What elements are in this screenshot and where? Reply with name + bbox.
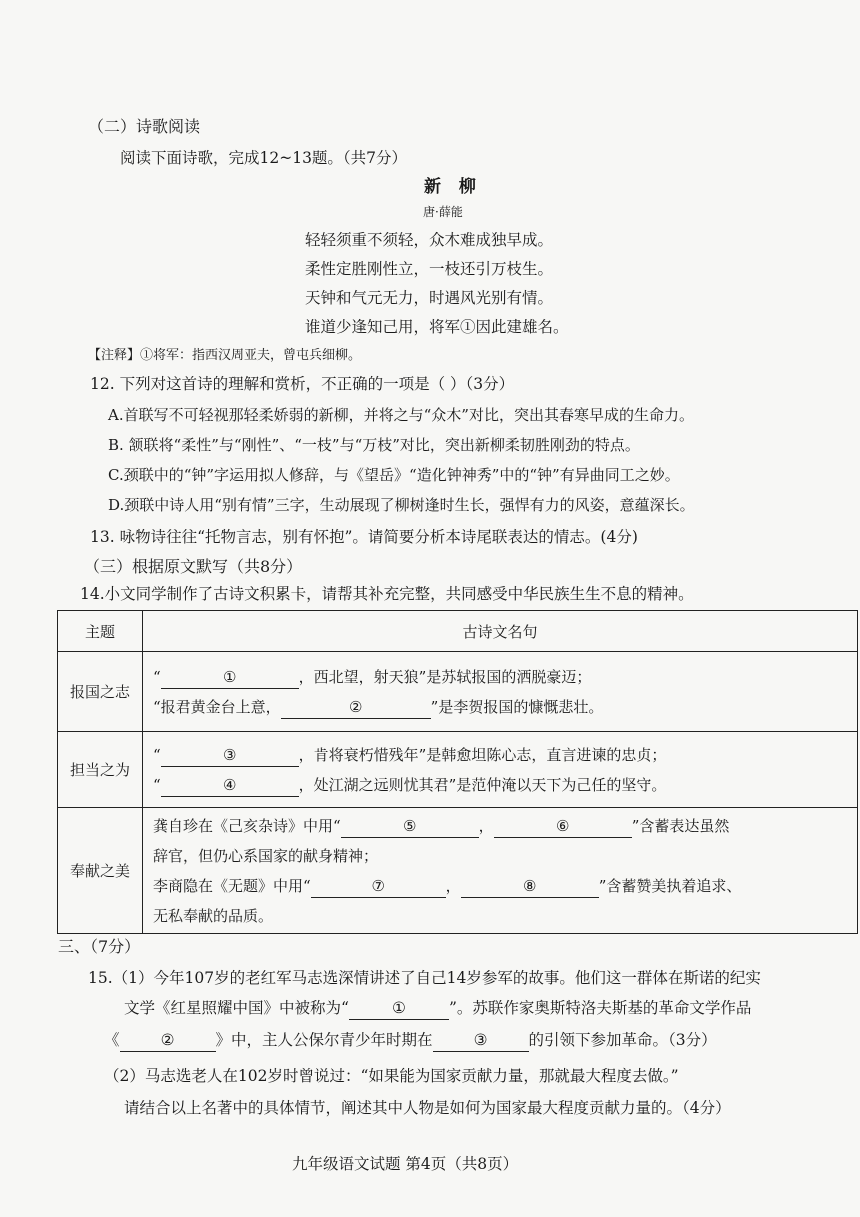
text: 的引领下参加革命。（3分） xyxy=(528,1031,717,1049)
poem-line: 天钟和气元无力，时遇风光别有情。 xyxy=(305,289,554,307)
fill-blank-6[interactable]: ⑥ xyxy=(494,815,632,838)
fill-blank-15-2[interactable]: ② xyxy=(120,1029,216,1052)
fill-blank-15-3[interactable]: ③ xyxy=(433,1029,529,1052)
verse-line xyxy=(153,740,847,770)
fill-blank-3[interactable]: ③ xyxy=(161,744,299,767)
text: 李商隐在《无题》中用“ xyxy=(153,876,311,895)
question-15-1-line xyxy=(124,996,751,1020)
fill-blank-8[interactable]: ⑧ xyxy=(461,875,599,898)
table-header-row xyxy=(58,611,858,652)
text: 龚自珍在《己亥杂诗》中用“ xyxy=(153,816,341,835)
verse-line xyxy=(153,662,847,692)
text: ”含蓄表达虽然 xyxy=(631,816,730,835)
poem-author: 唐·薛能 xyxy=(423,205,463,219)
table-row xyxy=(58,652,858,732)
poem-line: 轻轻须重不须轻，众木难成独早成。 xyxy=(305,231,554,249)
text: ”含蓄赞美执着追求、 xyxy=(598,876,742,895)
poem-line: 谁道少逢知己用，将军①因此建雄名。 xyxy=(305,318,569,336)
question-12-option-b: B. 颔联将“柔性”与“刚性”、“一枝”与“万枝”对比，突出新柳柔韧胜刚劲的特点。 xyxy=(108,436,640,454)
table-row xyxy=(58,808,858,934)
part-3-heading: 三、（7分） xyxy=(58,937,141,956)
text: 文学《红星照耀中国》中被称为“ xyxy=(124,999,349,1017)
verse-line xyxy=(153,811,847,841)
question-15-2-line: （2）马志选老人在102岁时曾说过：“如果能为国家贡献力量，那就最大程度去做。” xyxy=(104,1067,679,1085)
text: “ xyxy=(153,667,161,686)
text: ”是李贺报国的慷慨悲壮。 xyxy=(430,697,604,716)
question-15-2-line: 请结合以上名著中的具体情节，阐述其中人物是如何为国家最大程度贡献力量的。（4分） xyxy=(124,1099,731,1117)
fill-blank-2[interactable]: ② xyxy=(281,696,431,719)
verse-line xyxy=(153,770,847,800)
text: ”。苏联作家奥斯特洛夫斯基的革命文学作品 xyxy=(448,999,752,1017)
text: 《 xyxy=(104,1031,120,1049)
text: ， xyxy=(445,876,461,895)
theme-cell: 报国之志 xyxy=(58,652,143,732)
table-row xyxy=(58,732,858,808)
text: 》中，主人公保尔青少年时期在 xyxy=(215,1031,433,1049)
fill-blank-4[interactable]: ④ xyxy=(161,774,299,797)
question-15-1-line: 15.（1）今年107岁的老红军马志选深情讲述了自己14岁参军的故事。他们这一群体在斯诺的纪实 xyxy=(88,969,761,987)
question-12-option-a: A.首联写不可轻视那轻柔娇弱的新柳，并将之与“众木”对比，突出其春寒早成的生命力。 xyxy=(108,406,694,424)
section-heading-dictation: （三）根据原文默写（共8分） xyxy=(84,557,303,576)
text: ， xyxy=(478,816,494,835)
verse-line: 辞官，但仍心系国家的献身精神； xyxy=(153,846,379,865)
poetry-accumulation-card xyxy=(57,610,858,934)
theme-cell: 担当之为 xyxy=(58,732,143,808)
text: “ xyxy=(153,745,161,764)
page-footer: 九年级语文试题 第4页（共8页） xyxy=(292,1155,519,1173)
column-header-theme: 主题 xyxy=(58,611,143,652)
text: “ xyxy=(153,775,161,794)
verse-line: 无私奉献的品质。 xyxy=(153,906,274,925)
verse-line xyxy=(153,692,847,722)
column-header-verses: 古诗文名句 xyxy=(143,611,858,652)
verse-cell xyxy=(143,652,858,732)
verse-cell xyxy=(143,808,858,934)
text: ，西北望，射天狼”是苏轼报国的洒脱豪迈； xyxy=(298,667,592,686)
verse-line xyxy=(153,871,847,901)
fill-blank-5[interactable]: ⑤ xyxy=(341,815,479,838)
poem-note: 【注释】①将军：指西汉周亚夫，曾屯兵细柳。 xyxy=(88,348,362,363)
fill-blank-7[interactable]: ⑦ xyxy=(311,875,446,898)
section-heading-poetry: （二）诗歌阅读 xyxy=(88,117,201,136)
question-12-option-d: D.颈联中诗人用“别有情”三字，生动展现了柳树逢时生长，强悍有力的风姿，意蕴深长。 xyxy=(108,496,695,514)
question-12-stem: 12. 下列对这首诗的理解和赏析，不正确的一项是（ ）（3分） xyxy=(90,375,515,393)
poem-title: 新 柳 xyxy=(424,177,482,197)
theme-cell: 奉献之美 xyxy=(58,808,143,934)
poem-line: 柔性定胜刚性立，一枝还引万枝生。 xyxy=(305,260,554,278)
text: “报君黄金台上意， xyxy=(153,697,281,716)
question-13-stem: 13. 咏物诗往往“托物言志，别有怀抱”。请简要分析本诗尾联表达的情志。(4分) xyxy=(90,528,638,546)
text: ，处江湖之远则忧其君”是范仲淹以天下为己任的坚守。 xyxy=(298,775,667,794)
fill-blank-1[interactable]: ① xyxy=(161,666,299,689)
question-12-option-c: C.颈联中的“钟”字运用拟人修辞，与《望岳》“造化钟神秀”中的“钟”有异曲同工之妙。 xyxy=(108,466,680,484)
fill-blank-15-1[interactable]: ① xyxy=(349,997,449,1020)
poetry-instruction: 阅读下面诗歌，完成12~13题。（共7分） xyxy=(120,149,408,167)
question-15-1-line xyxy=(104,1028,717,1052)
verse-cell xyxy=(143,732,858,808)
question-14-stem: 14.小文同学制作了古诗文积累卡，请帮其补充完整，共同感受中华民族生生不息的精神。 xyxy=(80,585,694,603)
text: ，肯将衰朽惜残年”是韩愈坦陈心志，直言进谏的忠贞； xyxy=(298,745,667,764)
